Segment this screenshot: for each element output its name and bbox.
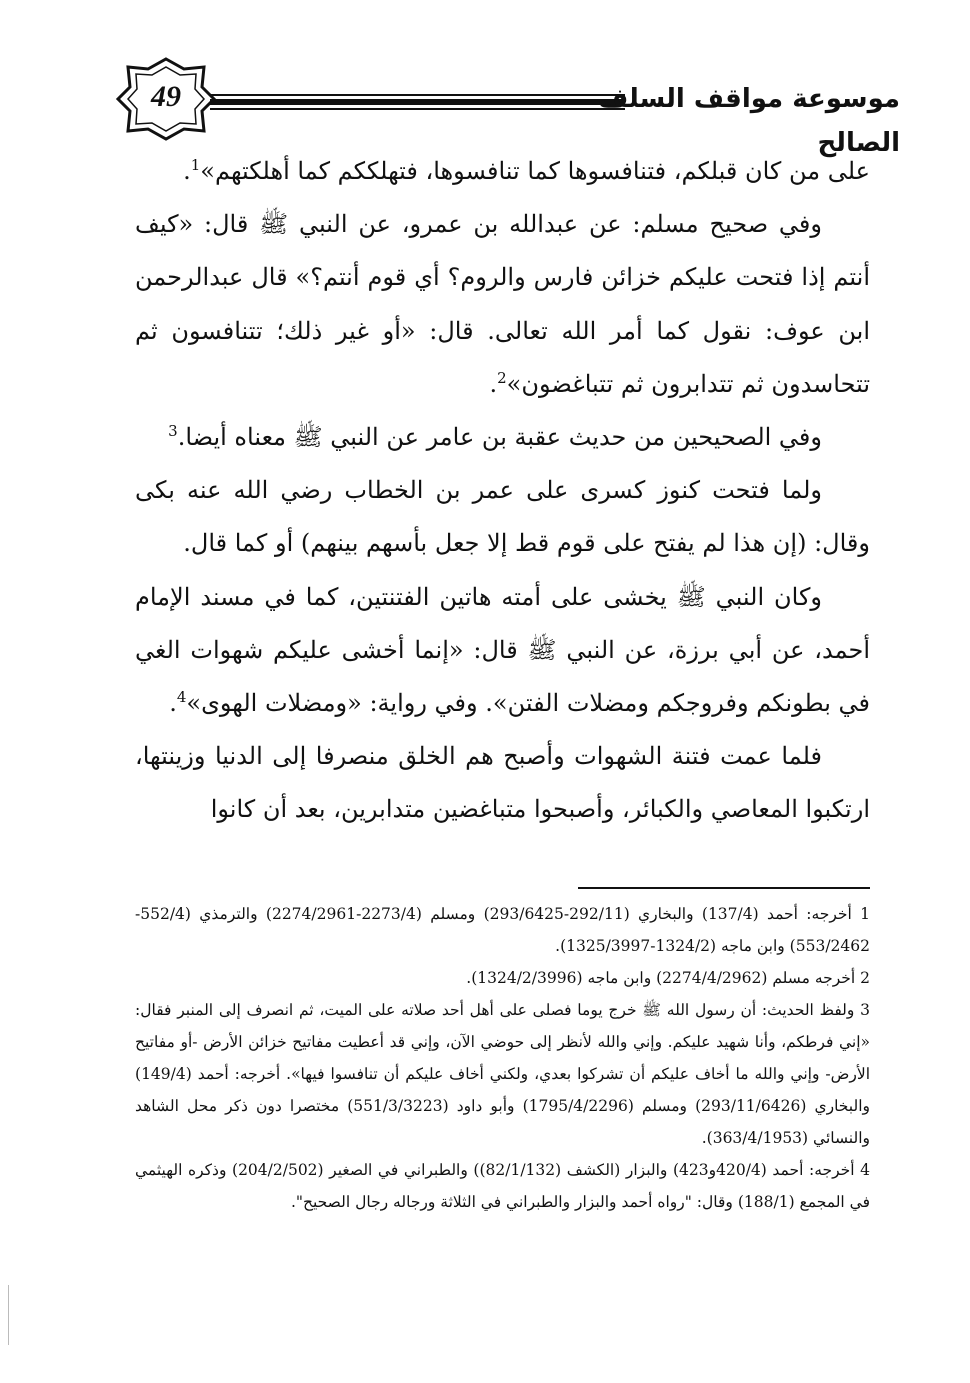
footnote-ref: 4 <box>176 688 187 707</box>
footnotes <box>135 898 870 1218</box>
paragraph-1 <box>135 145 870 198</box>
page-header <box>0 55 970 158</box>
paragraph-text: وفي صحيح مسلم: عن عبدالله بن عمرو، عن النبي ﷺ قال: «كيف أنتم إذا فتحت عليكم خزائن فارس والروم؟ أي قوم أنتم؟» قال عبدالرحمن ابن عوف: نقول كما أمر الله تعالى. قال: «أو غير ذلك؛ تتنافسون ثم تتحاسدون ثم تتدابرون ثم تتباغضون» <box>135 210 870 398</box>
page-number: 49 <box>151 80 181 113</box>
scan-margin-mark <box>8 1285 9 1345</box>
paragraph-end: . <box>489 369 498 398</box>
footnote-ref: 3 <box>168 422 178 441</box>
paragraph-text: ولما فتحت كنوز كسرى على عمر بن الخطاب رضي الله عنه بكى وقال: (إن هذا لم يفتح على قوم قط إلا جعل بأسهم بينهم) أو كما قال. <box>135 476 870 558</box>
main-text <box>135 145 870 837</box>
footnote-1: 1 أخرجه: أحمد (137/4) والبخاري (292/11-293/6425) ومسلم (2273/4-2274/2961) والترمذي (552/4-553/2462) وابن ماجه (1324/2-1325/3997). <box>135 905 870 955</box>
paragraph-2 <box>135 198 870 411</box>
paragraph-end: . <box>169 689 177 718</box>
footnote-3: 3 ولفظ الحديث: أن رسول الله ﷺ خرج يوما فصلى على أهل أحد صلاته على الميت، ثم انصرف إلى المنبر فقال: «إني فرطكم، وأنا شهيد عليكم. وإني والله لأنظر إلى حوضي الآن، وإني قد أعطيت مفاتيح خزائن الأرض -أو مفاتيح الأرض- وإني والله ما أخاف عليكم أن تشركوا بعدي، ولكني أخاف عليكم أن تنافسوا فيها». أخرجه: أحمد (149/4) والبخاري (293/11/6426) ومسلم (1795/4/2296) وأبو داود (551/3/3223) مختصرا دون ذكر محل الشاهد والنسائي (363/4/1953). <box>135 1001 871 1147</box>
paragraph-6 <box>135 730 870 836</box>
footnote-ref: 2 <box>497 368 507 387</box>
paragraph-end: . <box>183 157 191 185</box>
footnote-ref: 1 <box>190 156 201 174</box>
paragraph-text: وفي الصحيحين من حديث عقبة بن عامر عن النبي ﷺ معناه أيضا. <box>177 423 822 452</box>
paragraph-5 <box>135 571 870 731</box>
footnote-4: 4 أخرجه: أحمد (420/4و423) والبزار (الكشف (82/1/132)) والطبراني في الصغير (204/2/502) وذكره الهيثمي في المجمع (188/1) وقال: "رواه أحمد والبزار والطبراني في الثلاثة ورجاله رجال الصحيح". <box>135 1161 870 1211</box>
book-title: موسوعة مواقف السلف الصالح <box>598 84 900 158</box>
paragraph-4 <box>135 464 870 570</box>
paragraph-3 <box>135 411 870 464</box>
paragraph-text: فلما عمت فتنة الشهوات وأصبح هم الخلق منصرفا إلى الدنيا وزينتها، ارتكبوا المعاصي والكبائر، وأصبحوا متباغضين متدابرين، بعد أن كانوا <box>135 742 870 824</box>
footnote-divider <box>578 887 870 889</box>
paragraph-text: على من كان قبلكم، فتنافسوها كما تنافسوها، فتهلككم كما أهلكتهم» <box>200 157 870 185</box>
paragraph-text: وكان النبي ﷺ يخشى على أمته هاتين الفتنتين، كما في مسند الإمام أحمد، عن أبي برزة، عن النبي ﷺ قال: «إنما أخشى عليكم شهوات الغي في بطونكم وفروجكم ومضلات الفتن». وفي رواية: «ومضلات الهوى» <box>135 582 870 718</box>
footnote-2: 2 أخرجه مسلم (2274/4/2962) وابن ماجه (1324/2/3996). <box>466 969 870 987</box>
